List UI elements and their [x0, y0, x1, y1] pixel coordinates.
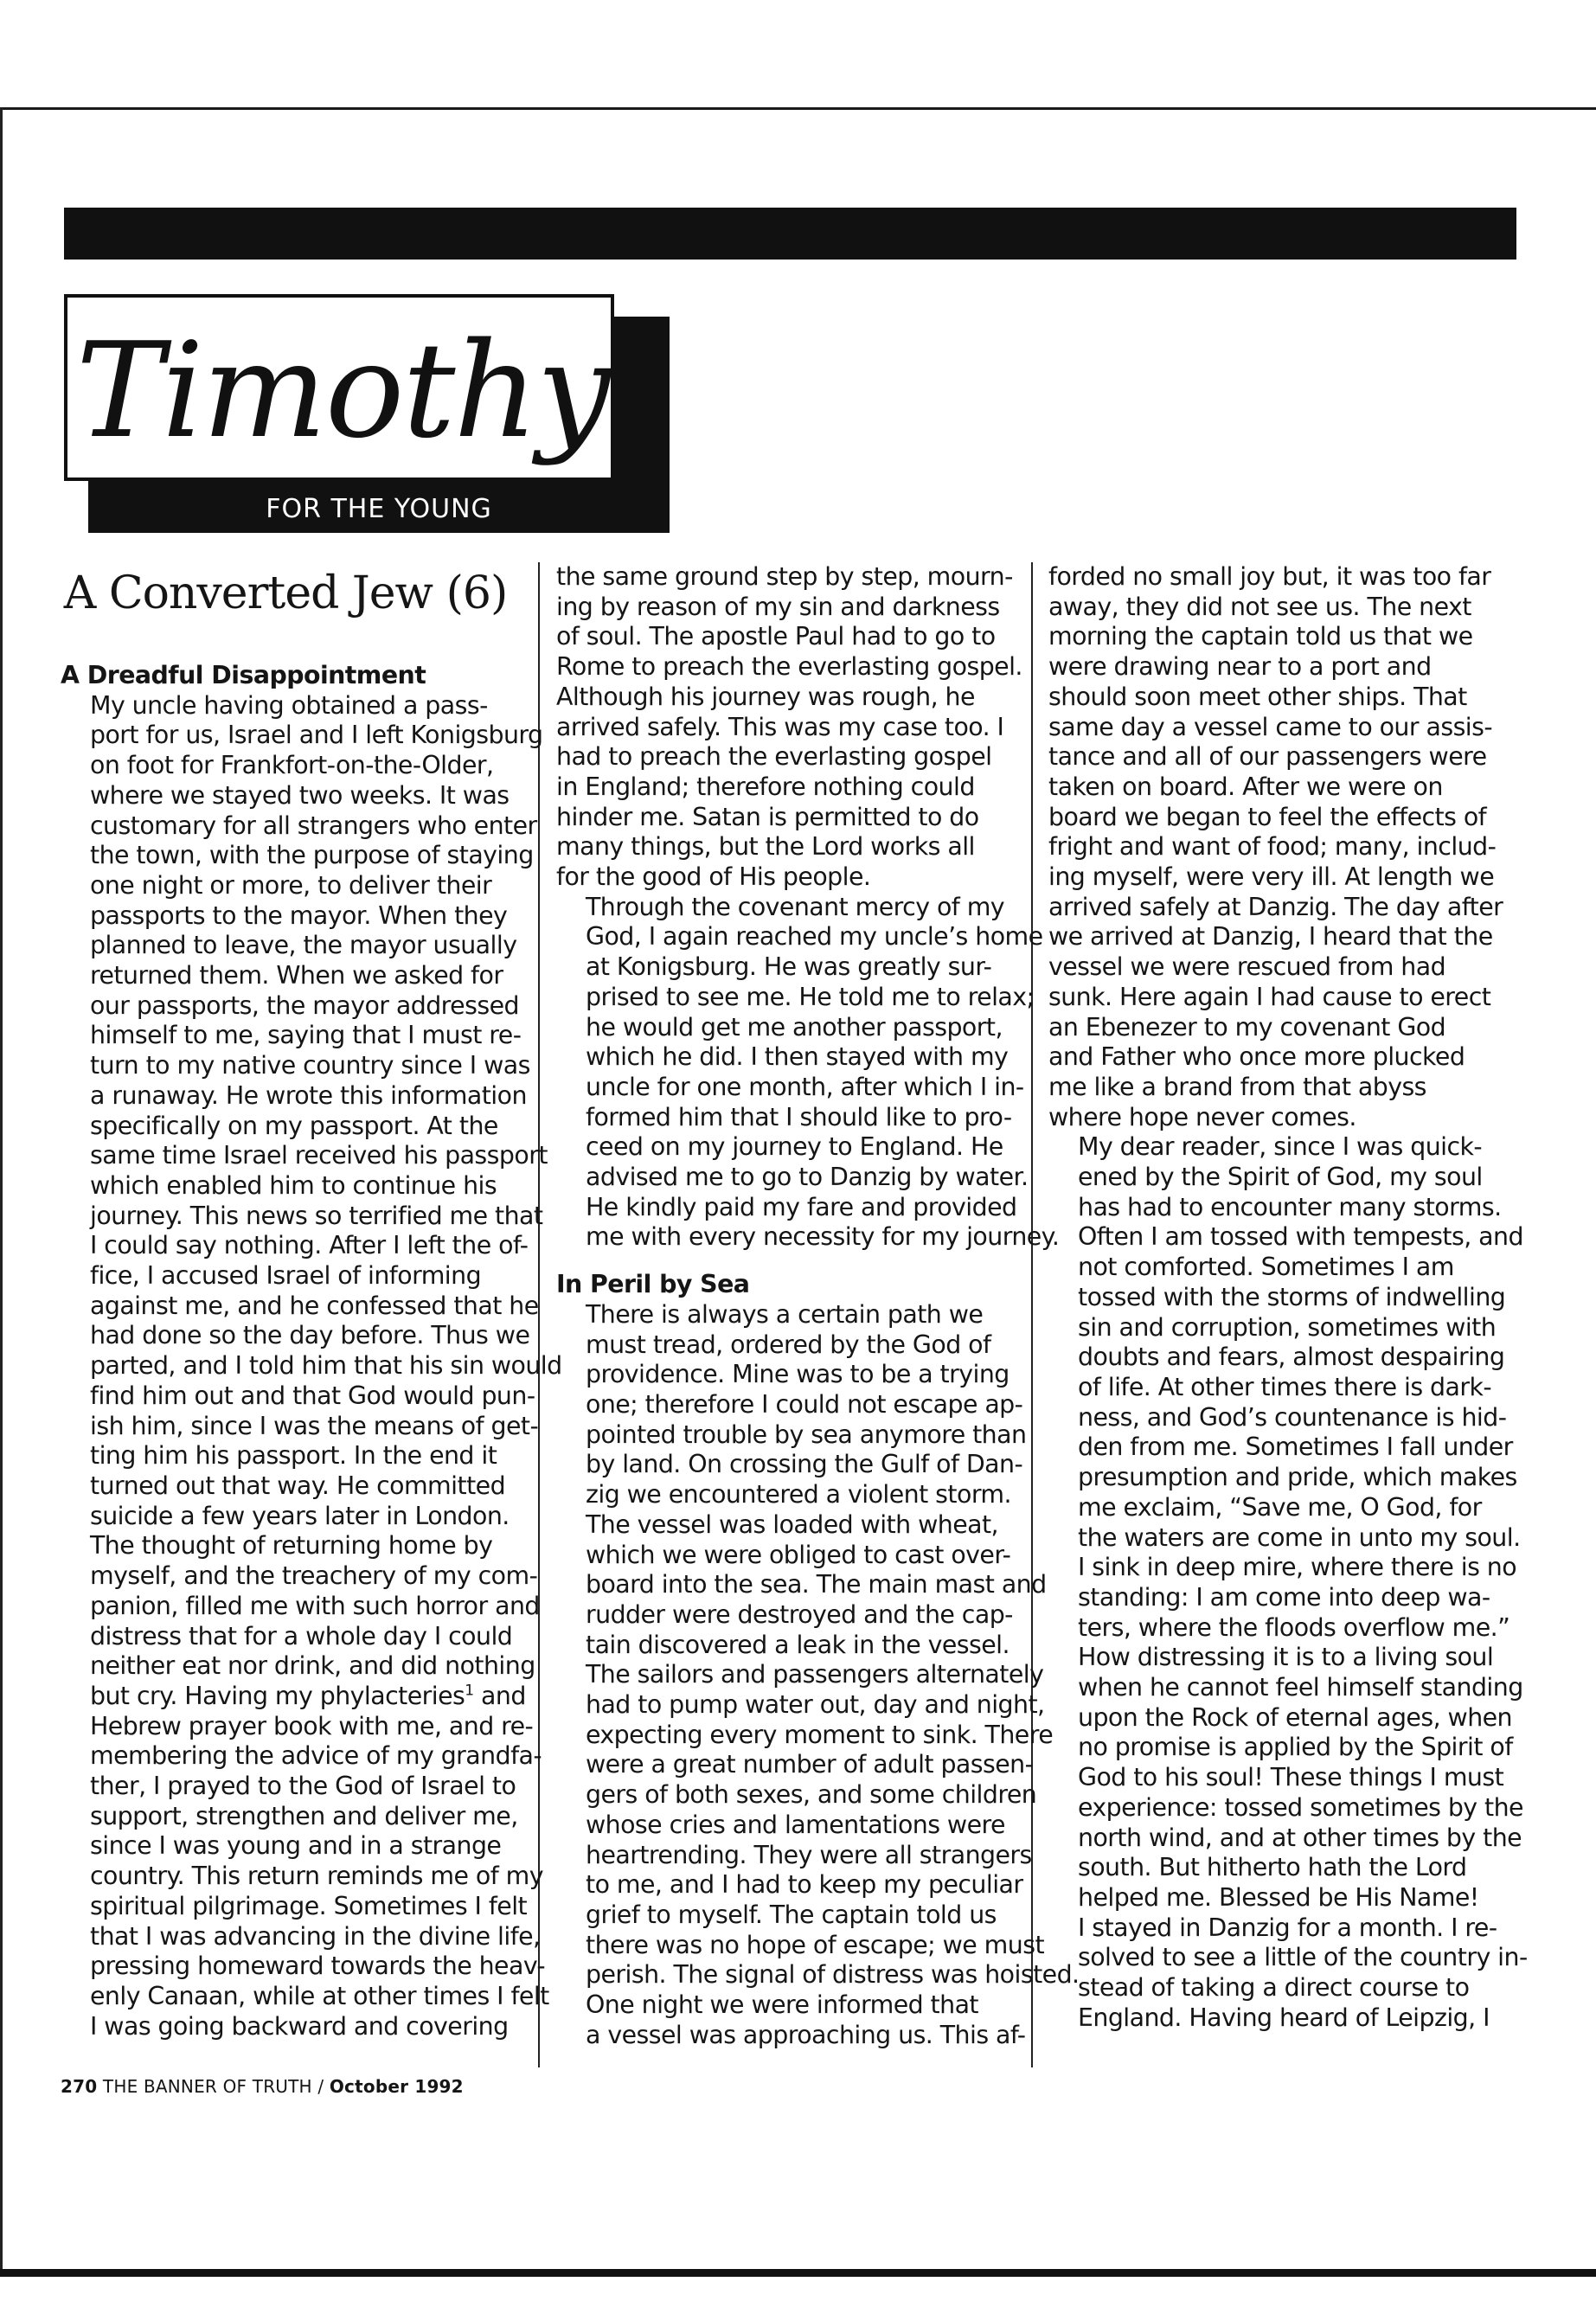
text-line: me like a brand from that abyss — [1048, 1072, 1426, 1101]
text-line: to me, and I had to keep my peculiar — [586, 1870, 1023, 1900]
text-line: gers of both sexes, and some children — [586, 1780, 1037, 1810]
text-line: must tread, ordered by the God of — [586, 1330, 991, 1359]
text-line: which we were obliged to cast over- — [586, 1540, 1011, 1569]
text-line: turned out that way. He committed — [90, 1471, 506, 1500]
text-line: doubts and fears, almost despairing — [1078, 1343, 1505, 1372]
text-line: My uncle having obtained a pass- — [90, 690, 488, 720]
text-line: same day a vessel came to our assis- — [1048, 712, 1493, 741]
text-line: spiritual pilgrimage. Sometimes I felt — [90, 1891, 528, 1920]
text-line: How distressing it is to a living soul — [1078, 1643, 1494, 1672]
text-line: arrived safely at Danzig. The day after — [1048, 892, 1503, 921]
text-line: we arrived at Danzig, I heard that the — [1048, 922, 1493, 952]
text-line: ened by the Spirit of God, my soul — [1078, 1163, 1483, 1192]
text-line: The vessel was loaded with wheat, — [586, 1509, 999, 1539]
paragraph — [556, 892, 1060, 1253]
text-line: rudder were destroyed and the cap- — [586, 1599, 1013, 1629]
text-line: panion, filled me with such horror and — [90, 1591, 540, 1620]
text-line: north wind, and at other times by the — [1078, 1823, 1522, 1852]
text-line: planned to leave, the mayor usually — [90, 931, 517, 960]
text-line: Although his journey was rough, he — [556, 682, 975, 711]
paragraph — [1048, 1913, 1528, 2034]
text-line: ish him, since I was the means of get- — [90, 1411, 539, 1440]
text-line: south. But hitherto hath the Lord — [1078, 1853, 1467, 1882]
text-line: helped me. Blessed be His Name! — [1078, 1882, 1479, 1912]
bottom-rule — [0, 2269, 1596, 2277]
text-line: has had to encounter many storms. — [1078, 1192, 1502, 1221]
text-line: which he did. I then stayed with my — [586, 1042, 1009, 1072]
text-line: sunk. Here again I had cause to erect — [1048, 982, 1491, 1011]
text-line: distress that for a whole day I could — [90, 1621, 513, 1650]
text-line: had done so the day before. Thus we — [90, 1321, 530, 1350]
text-line: ing myself, were very ill. At length we — [1048, 862, 1495, 892]
text-line: there was no hope of escape; we must — [586, 1930, 1045, 1959]
text-line: England. Having heard of Leipzig, I — [1078, 2003, 1490, 2032]
paragraph — [556, 1299, 1080, 1990]
text-line: at Konigsburg. He was greatly sur- — [586, 952, 992, 982]
paragraph — [61, 1531, 549, 2041]
text-line: suicide a few years later in London. — [90, 1501, 510, 1530]
text-line: morning the captain told us that we — [1048, 622, 1473, 651]
text-line: I was going backward and covering — [90, 2011, 509, 2041]
text-line: fright and want of food; many, includ- — [1048, 832, 1497, 862]
column-1 — [61, 562, 562, 2041]
text-line: ceed on my journey to England. He — [586, 1132, 1003, 1162]
text-line: He kindly paid my fare and provided — [586, 1192, 1017, 1221]
text-line: parted, and I told him that his sin would — [90, 1351, 562, 1381]
text-line: away, they did not see us. The next — [1048, 592, 1471, 621]
text-line: should soon meet other ships. That — [1048, 682, 1467, 711]
text-line: me exclaim, “Save me, O God, for — [1078, 1492, 1482, 1522]
text-line: fice, I accused Israel of informing — [90, 1261, 482, 1291]
article-title: A Converted Jew (6) — [63, 567, 508, 619]
issue-date: October 1992 — [329, 2076, 464, 2097]
text-line: advised me to go to Danzig by water. — [586, 1163, 1029, 1192]
text-line: den from me. Sometimes I fall under — [1078, 1433, 1513, 1462]
text-line: where we stayed two weeks. It was — [90, 780, 510, 810]
masthead-box — [64, 294, 614, 481]
text-line: standing: I am come into deep wa- — [1078, 1582, 1490, 1612]
paragraph-lines — [61, 1711, 549, 2042]
text-line: tain discovered a leak in the vessel. — [586, 1630, 1010, 1659]
text-line: me with every necessity for my journey. — [586, 1222, 1060, 1252]
text-line: grief to myself. The captain told us — [586, 1900, 997, 1929]
text-line: port for us, Israel and I left Konigsburg — [90, 721, 543, 750]
text-line: of soul. The apostle Paul had to go to — [556, 622, 996, 651]
text-line: himself to me, saying that I must re- — [90, 1021, 522, 1050]
text-line: many things, but the Lord works all — [556, 832, 975, 862]
text-line: by land. On crossing the Gulf of Dan- — [586, 1450, 1023, 1479]
text-line: Often I am tossed with tempests, and — [1078, 1222, 1523, 1252]
text-line: zig we encountered a violent storm. — [586, 1480, 1012, 1509]
text-line: had to preach the everlasting gospel — [556, 742, 992, 772]
text-line: My dear reader, since I was quick- — [1078, 1132, 1483, 1162]
text-line: ing by reason of my sin and darkness — [556, 592, 1000, 621]
text-line: prised to see me. He told me to relax; — [586, 982, 1035, 1011]
text-line: I stayed in Danzig for a month. I re- — [1078, 1913, 1497, 1942]
text-line: since I was young and in a strange — [90, 1831, 502, 1861]
text-line: ters, where the floods overflow me.” — [1078, 1612, 1510, 1642]
text-line: formed him that I should like to pro- — [586, 1102, 1012, 1131]
text-line: experience: tossed sometimes by the — [1078, 1792, 1523, 1822]
text-line: pressing homeward towards the heav- — [90, 1952, 546, 1981]
text-line: where hope never comes. — [1048, 1102, 1356, 1131]
text-line: the town, with the purpose of staying — [90, 841, 534, 870]
text-line: I sink in deep mire, where there is no — [1078, 1553, 1517, 1582]
page-footer — [61, 2076, 464, 2097]
text-line: ting him his passport. In the end it — [90, 1441, 497, 1471]
text-line: find him out and that God would pun- — [90, 1381, 535, 1410]
text-line: enly Canaan, while at other times I felt — [90, 1981, 549, 2010]
text-line: an Ebenezer to my covenant God — [1048, 1012, 1446, 1042]
text-line: no promise is applied by the Spirit of — [1078, 1733, 1513, 1762]
text-line: which enabled him to continue his — [90, 1170, 497, 1200]
paragraph — [61, 690, 562, 1532]
masthead-title: Timothy — [75, 314, 610, 467]
text-line: There is always a certain path we — [586, 1299, 984, 1329]
text-line: hinder me. Satan is permitted to do — [556, 802, 979, 831]
text-line: returned them. When we asked for — [90, 961, 503, 990]
text-line: in England; therefore nothing could — [556, 772, 975, 801]
text-line: One night we were informed that — [586, 1990, 979, 2020]
text-line: board into the sea. The main mast and — [586, 1570, 1047, 1599]
masthead-subtitle: FOR THE YOUNG — [266, 494, 492, 524]
page-left-edge — [0, 107, 3, 2270]
text-line: neither eat nor drink, and did nothing — [90, 1651, 535, 1681]
top-rule — [0, 107, 1596, 110]
footnote-mark: 1 — [465, 1682, 474, 1700]
paragraph — [1048, 1132, 1523, 1913]
text-line: for the good of His people. — [556, 862, 871, 892]
text-line: myself, and the treachery of my com- — [90, 1561, 538, 1591]
text-run: but cry. Having my phylacteries — [90, 1681, 465, 1710]
text-line: same time Israel received his passport — [90, 1141, 548, 1170]
text-line: I could say nothing. After I left the of- — [90, 1231, 529, 1260]
text-line: pointed trouble by sea anymore than — [586, 1420, 1027, 1449]
timothy-masthead — [64, 294, 670, 533]
text-line: a runaway. He wrote this information — [90, 1080, 527, 1110]
text-line: Hebrew prayer book with me, and re- — [90, 1711, 534, 1740]
text-line: membering the advice of my grandfa- — [90, 1741, 542, 1771]
text-line: expecting every moment to sink. There — [586, 1720, 1054, 1749]
text-line: God to his soul! These things I must — [1078, 1763, 1504, 1792]
text-line: support, strengthen and deliver me, — [90, 1801, 518, 1830]
text-line: country. This return reminds me of my — [90, 1862, 543, 1891]
column-2 — [556, 562, 1080, 2050]
text-line: ther, I prayed to the God of Israel to — [90, 1772, 516, 1801]
text-line: The thought of returning home by — [90, 1531, 493, 1561]
text-line: upon the Rock of eternal ages, when — [1078, 1702, 1512, 1732]
text-line — [61, 1681, 526, 1712]
text-line: a vessel was approaching us. This af- — [586, 2020, 1026, 2049]
text-line: forded no small joy but, it was too far — [1048, 562, 1491, 591]
text-line: not comforted. Sometimes I am — [1078, 1253, 1454, 1282]
text-line: whose cries and lamentations were — [586, 1810, 1005, 1839]
text-line: our passports, the mayor addressed — [90, 990, 519, 1020]
text-line: board we began to feel the effects of — [1048, 802, 1487, 831]
text-line: had to pump water out, day and night, — [586, 1690, 1045, 1720]
paragraph — [556, 1990, 1026, 2050]
paragraph — [556, 562, 1022, 893]
text-line: one; therefore I could not escape ap- — [586, 1389, 1023, 1419]
text-line: perish. The signal of distress was hoisted. — [586, 1960, 1080, 1990]
text-line: on foot for Frankfort-on-the-Older, — [90, 751, 494, 780]
text-line: presumption and pride, which makes — [1078, 1463, 1517, 1492]
text-line: stead of taking a direct course to — [1078, 1973, 1470, 2003]
section-heading-disappointment: A Dreadful Disappointment — [61, 661, 426, 689]
section-heading-peril: In Peril by Sea — [556, 1270, 750, 1299]
text-line: solved to see a little of the country in- — [1078, 1943, 1528, 1972]
text-line: tance and all of our passengers were — [1048, 742, 1487, 772]
paragraph-lines — [61, 1531, 540, 1682]
paragraph — [1048, 562, 1520, 1132]
text-line: customary for all strangers who enter — [90, 811, 537, 840]
text-line: The sailors and passengers alternately — [586, 1660, 1044, 1689]
text-line: journey. This news so terrified me that — [90, 1201, 543, 1230]
text-line: of life. At other times there is dark- — [1078, 1372, 1492, 1401]
text-line: vessel we were rescued from had — [1048, 952, 1446, 982]
text-line: tossed with the storms of indwelling — [1078, 1282, 1506, 1311]
text-line: God, I again reached my uncle’s home — [586, 922, 1043, 952]
text-line: were a great number of adult passen- — [586, 1750, 1034, 1779]
header-banner-bar — [64, 208, 1516, 260]
text-line: taken on board. After we were on — [1048, 772, 1443, 801]
text-line: Rome to preach the everlasting gospel. — [556, 652, 1022, 682]
text-line: that I was advancing in the divine life, — [90, 1921, 541, 1951]
text-line: one night or more, to deliver their — [90, 870, 492, 900]
text-line: the waters are come in unto my soul. — [1078, 1522, 1521, 1552]
text-line: providence. Mine was to be a trying — [586, 1360, 1010, 1389]
text-line: passports to the mayor. When they — [90, 901, 508, 930]
text-line: the same ground step by step, mourn- — [556, 562, 1013, 591]
text-run: and — [473, 1681, 526, 1710]
column-3 — [1048, 562, 1528, 2033]
text-line: turn to my native country since I was — [90, 1051, 530, 1080]
text-line: when he cannot feel himself standing — [1078, 1673, 1523, 1702]
text-line: ness, and God’s countenance is hid- — [1078, 1402, 1507, 1432]
text-line: were drawing near to a port and — [1048, 652, 1432, 682]
text-line: against me, and he confessed that he — [90, 1291, 539, 1320]
text-line: specifically on my passport. At the — [90, 1111, 498, 1140]
text-line: arrived safely. This was my case too. I — [556, 712, 1004, 741]
text-line: and Father who once more plucked — [1048, 1042, 1465, 1072]
text-line: sin and corruption, sometimes with — [1078, 1312, 1497, 1342]
text-line: Through the covenant mercy of my — [586, 892, 1005, 921]
publication-name: THE BANNER OF TRUTH / — [102, 2076, 324, 2097]
text-line: uncle for one month, after which I in- — [586, 1072, 1024, 1101]
page-number: 270 — [61, 2076, 98, 2097]
text-line: he would get me another passport, — [586, 1012, 1003, 1042]
text-line: heartrending. They were all strangers — [586, 1840, 1032, 1869]
